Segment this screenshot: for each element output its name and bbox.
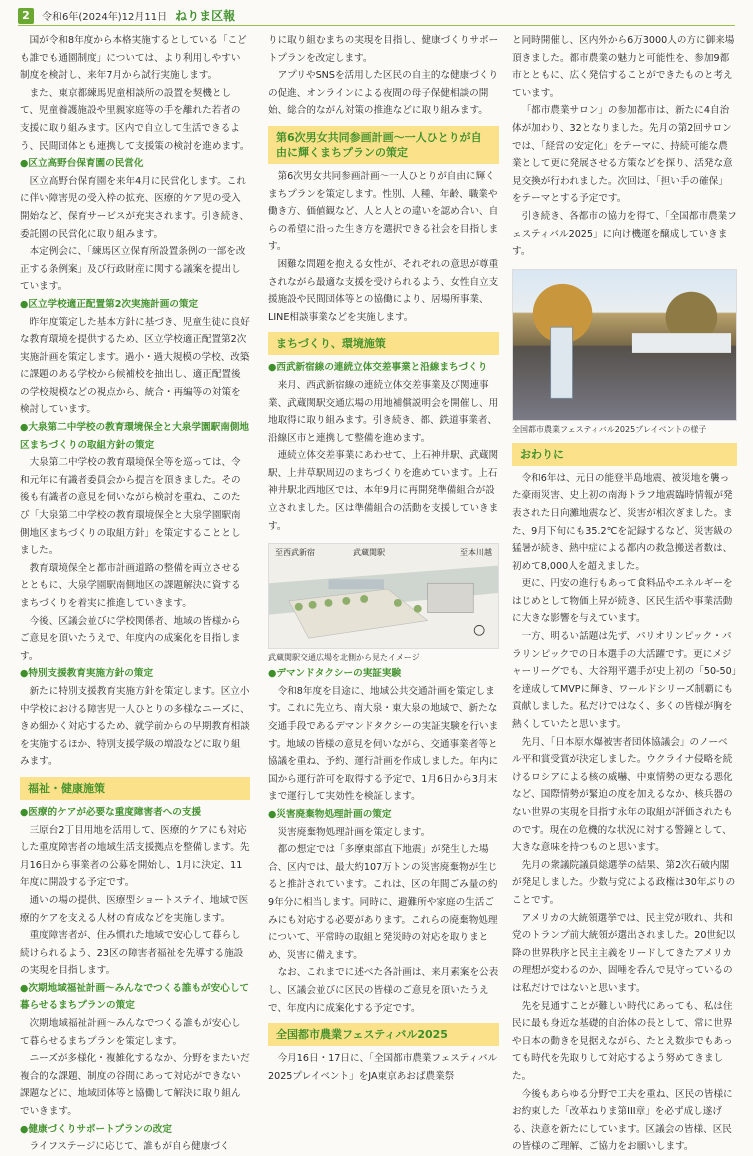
subheading: ●区立学校適正配置第2次実施計画の策定	[20, 298, 199, 310]
section-heading-welfare: 福祉・健康施策	[20, 777, 250, 800]
paragraph: なお、これまでに述べた各計画は、来月素案を公表し、区議会並びに区民の皆様のご意見を頂いたうえで、年度内に成案化する予定です。	[268, 967, 499, 1014]
paragraph: 連続立体交差事業にあわせて、上石神井駅、武蔵関駅、上井草駅周辺のまちづくりを進めています。上石神井駅北西地区では、本年9月に再開発準備組合が設立されました。区は準備組合の活動を支援していきます。	[268, 450, 499, 532]
paragraph: ニーズが多様化・複雑化するなか、分野をまたいだ複合的な課題、制度の谷間にあって対応ができない課題などに、地域団体等と協働して解決に取り組んでいきます。	[20, 1053, 250, 1118]
subheading: ●医療的ケアが必要な重度障害者への支援	[20, 806, 202, 818]
paragraph: 本定例会に、「練馬区立保育所設置条例の一部を改正する条例案」及び行政財産に関する議案を提出しています。	[20, 246, 246, 293]
section-heading-agriculture-festival: 全国都市農業フェスティバル2025	[268, 1023, 499, 1046]
paragraph: 先月、「日本原水爆被害者団体協議会」のノーベル平和賞受賞が決定しました。ウクライナ侵略を続けるロシアによる核の威嚇、中東情勢の更なる悪化など、国際情勢が緊迫の度を加えるなか、核兵器のない世界の実現を目指す永年の取組が評価されたものです。現在の危機的な状況に対する警鐘として、大きな意味を持つものと思います。	[512, 736, 733, 854]
paragraph: 区立高野台保育園を来年4月に民営化します。これに伴い障害児の受入枠の拡充、医療的ケア児の受入開始など、保育サービスが充実されます。引き続き、委託園の民営化に取り組みます。	[20, 175, 250, 240]
paragraph: 今後、区議会並びに学校関係者、地域の皆様からご意見を頂いたうえで、年度内の成案化を目指します。	[20, 615, 241, 662]
paragraph: 先を見通すことが難しい時代にあっても、私は住民に最も身近な基礎的自治体の長として、常に世界や日本の動きを見据えながら、たとえ数歩でもあっても時代を先取りして対応するよう努めてきました。	[512, 1000, 733, 1082]
paragraph: また、東京都練馬児童相談所の設置を契機として、児童養護施設や里親家庭等の手を離れた若者の支援に取り組みます。区内で自立して生活できるよう、民間団体とも連携して支援策の検討を進めます。	[20, 87, 250, 152]
subheading: ●大泉第二中学校の教育環境保全と大泉学園駅南側地区まちづくりの取組方針の策定	[20, 422, 250, 451]
station-plaza-drawing	[269, 544, 498, 648]
subheading: ●災害廃棄物処理計画の策定	[268, 809, 392, 820]
paragraph: 引き続き、各都市の協力を得て、「全国都市農業フェスティバル2025」に向け機運を醸成していきます。	[512, 210, 737, 258]
paragraph: ライフステージに応じて、誰もが自ら健康づく	[29, 1141, 230, 1153]
paragraph: 教育環境保全と都市計画道路の整備を両立させるとともに、大泉学園駅南側地区の課題解決に資するまちづくりを着実に推進していきます。	[20, 562, 241, 609]
paragraph: 次期地域福祉計画〜みんなでつくる誰もが安心して暮らせるまちプランを策定します。	[20, 1018, 241, 1047]
map-label-east: 至本川越	[460, 548, 492, 558]
paragraph: 重度障害者が、住み慣れた地域で安心して暮らし続けられるよう、23区の障害者福祉を先導する施設の実現を目指します。	[20, 930, 244, 977]
paragraph: 昨年度策定した基本方針に基づき、児童生徒に良好な教育環境を提供するため、区立学校適正配置第2次実施計画を策定します。過小・過大規模の学校、改築に課題のある学校から候補校を抽出し、適正配置後の学校規模などの視点から、統合・再編等の対策を検討しています。	[20, 316, 250, 416]
paragraph: 「都市農業サロン」の参加都市は、新たに4自治体が加わり、32となりました。先月の第2回サロンでは、「経営の安定化」をテーマに、持続可能な農業として更に発展させる方策などを探り、活発な意見交換が行われました。次回は、「担い手の確保」をテーマとする予定です。	[512, 105, 733, 205]
masthead	[18, 6, 735, 26]
paragraph: 大泉第二中学校の教育環境保全等を巡っては、令和元年に有識者委員会から提言を頂きました。その後も有識者の意見を伺いながら検討を重ね、このたび「大泉第二中学校の教育環境保全と大泉学園駅南側地区まちづくりの取組方針」を策定することとしました。	[20, 457, 241, 557]
festival-photo-drawing	[513, 270, 736, 420]
subheading: ●特別支援教育実施方針の策定	[20, 668, 154, 680]
map-label-station: 武蔵関駅	[353, 548, 385, 558]
subheading: ●デマンドタクシーの実証実験	[268, 668, 402, 680]
paragraph: 通いの場の提供、医療型ショートステイ、地域で医療的ケアを支える人材の育成などを実施します。	[20, 894, 249, 924]
paragraph: 都の想定では「多摩東部直下地震」が発生した場合、区内では、最大約107万トンの災害廃棄物が生じると推計されています。これは、区の年間ごみ量の約9年分に相当します。同時に、避難所や家庭の生活ごみにも対応する必要があります。これらの廃棄物処理について、平常時の取組と発災時の対応を取りまとめ、災害に備えます。	[268, 844, 498, 961]
publication-title: ねりま区報	[175, 9, 236, 23]
paragraph: 先月の衆議院議員総選挙の結果、第2次石破内閣が発足しました。少数与党による政権は30年ぶりのことです。	[512, 859, 736, 906]
photo-caption: 全国都市農業フェスティバル2025プレイベントの様子	[512, 424, 707, 434]
paragraph: 三原台2丁目用地を活用して、医療的ケアにも対応した重度障害者の地域生活支援拠点を整備します。先月16日から事業者の公募を開始し、1月に決定、11年度に開設する予定です。	[20, 824, 250, 889]
paragraph: 困難な問題を抱える女性が、それぞれの意思が尊重されながら最適な支援を受けられるよう、女性自立支援施設や民間団体等との協働により、居場所事業、LINE相談事業などを実施します。	[268, 258, 499, 323]
section-heading-closing: おわりに	[512, 443, 737, 466]
station-plaza-illustration	[268, 543, 499, 649]
paragraph: 一方、明るい話題は先ず、パリオリンピック・パラリンピックでの日本選手の大活躍です。更にメジャーリーグでも、大谷翔平選手が史上初の「50-50」を達成してMVPに輝き、ワールドシリーズ制覇にも貢献しました。私だけではなく、多くの皆様が胸を熱くしていたと思います。	[512, 631, 737, 731]
section-heading-gender-equality: 第6次男女共同参画計画〜一人ひとりが自由に輝くまちプランの策定	[268, 126, 499, 164]
paragraph: 国が令和8年度から本格実施するとしている「こども誰でも通園制度」については、より利用しやすい制度を検討し、来年7月から試行実施します。	[20, 35, 247, 82]
paragraph: アメリカの大統領選挙では、民主党が敗れ、共和党のトランプ前大統領が選出されました。20世紀以降の世界秩序と民主主義をリードしてきたアメリカの理想が変わるのか、固唾を呑んで見守っているのは私だけではないと思います。	[512, 912, 736, 994]
column-3	[512, 32, 737, 1153]
paragraph: りに取り組むまちの実現を目指し、健康づくりサポートプランを改定します。	[268, 35, 499, 64]
paragraph: アプリやSNSを活用した区民の自主的な健康づくりの促進、オンラインによる夜間の母子保健相談の開始、総合的ながん対策の推進などに取り組みます。	[268, 70, 499, 117]
subheading: ●健康づくりサポートプランの改定	[20, 1123, 172, 1135]
paragraph: 第6次男女共同参画計画〜一人ひとりが自由に輝くまちプランを策定します。性別、人種、年齢、職業や働き方、価値観など、人と人との違いを認め合い、自らの希望に沿った生き方を選択できる社会を目指します。	[268, 170, 499, 253]
page-number: 2	[18, 8, 34, 24]
paragraph: 令和6年は、元日の能登半島地震、被災地を襲った豪雨災害、史上初の南海トラフ地震臨時情報が発表された日向灘地震など、災害が相次ぎました。また、9月下旬にも35.2℃を記録するなど、災害級の猛暑が続き、熱中症による都内の救急搬送者数は、初めて8,000人を超えました。	[512, 472, 733, 572]
subheading: ●区立高野台保育園の民営化	[20, 158, 144, 170]
paragraph: 来月、西武新宿線の連続立体交差事業及び関連事業、武蔵関駅交通広場の用地補償説明会を開催し、用地取得に取り組みます。引き続き、都、鉄道事業者、沿線区市と連携して整備を進めます。	[268, 379, 499, 444]
issue-date: 令和6年(2024年)12月11日	[42, 12, 168, 23]
figure-caption: 武蔵関駅交通広場を北側から見たイメージ	[268, 653, 420, 663]
festival-photo	[512, 269, 737, 421]
column-1	[20, 32, 250, 1153]
paragraph: 更に、円安の進行もあって食料品やエネルギーをはじめとして物価上昇が続き、区民生活や事業活動に大きな影響を与えています。	[512, 578, 733, 625]
paragraph: 災害廃棄物処理計画を策定します。	[277, 826, 431, 838]
paragraph: 今月16日・17日に、「全国都市農業フェスティバル2025プレイベント」をJA東京あおば農業祭	[268, 1053, 498, 1082]
column-2	[268, 32, 499, 1092]
paragraph: 新たに特別支援教育実施方針を策定します。区立小中学校における障害児一人ひとりの多様なニーズに、きめ細かく対応するため、就学前からの早期教育相談を実施するほか、特別支援学級の増設などに取り組みます。	[20, 685, 250, 768]
section-heading-town-planning: まちづくり、環境施策	[268, 332, 499, 355]
paragraph: と同時開催し、区内外から6万3000人の方に御来場頂きました。都市農業の魅力と可能性を、参加9都市とともに、広く発信することができたものと考えています。	[512, 35, 735, 99]
paragraph: 令和8年度を目途に、地域公共交通計画を策定します。これに先立ち、南大泉・東大泉の地域で、新たな交通手段であるデマンドタクシーの実証実験を行います。地域の皆様の意見を伺いながら、交通事業者等と協議を重ね、予約、運行計画を作成しました。年内に国から運行許可を取得する予定で、1月6日から3月末まで運行して実効性を検証します。	[268, 685, 499, 803]
paragraph: 今後もあらゆる分野で工夫を重ね、区民の皆様にお約束した「改革ねりま第III章」を必ず成し遂げる、決意を新たにしています。区議会の皆様、区民の皆様のご理解、ご協力をお願いします。	[512, 1088, 733, 1153]
subheading: ●西武新宿線の連続立体交差事業と沿線まちづくり	[268, 362, 488, 374]
map-label-west: 至西武新宿	[275, 548, 315, 558]
subheading: ●次期地域福祉計画〜みんなでつくる誰もが安心して暮らせるまちプランの策定	[20, 982, 250, 1012]
